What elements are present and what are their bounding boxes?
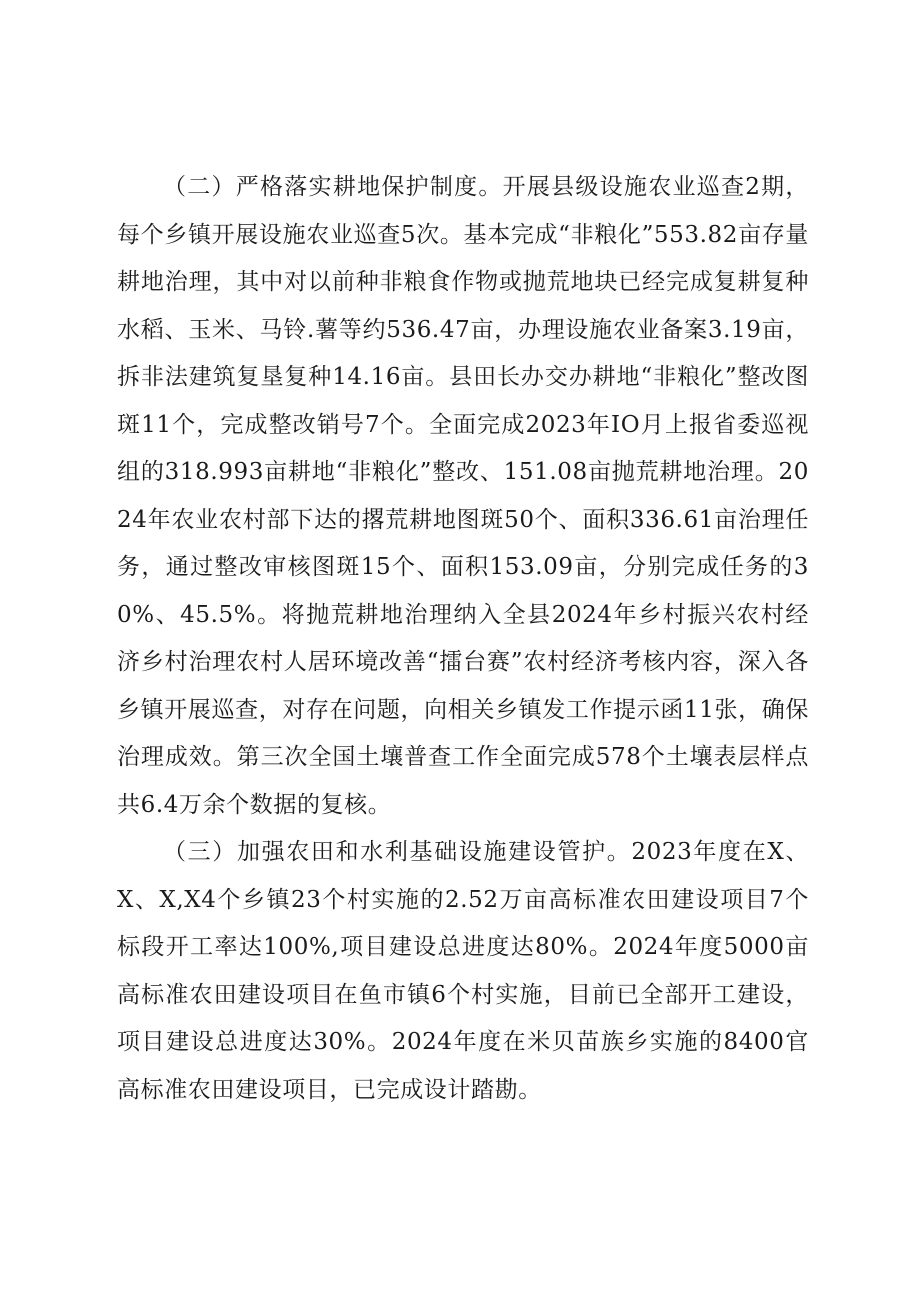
- paragraph-farmland-protection: （二）严格落实耕地保护制度。开展县级设施农业巡查2期，每个乡镇开展设施农业巡查5次。基本完成“非粮化”553.82亩存量耕地治理，其中对以前种非粮食作物或抛荒地块已经完成复耕复种水稻、玉米、马铃.薯等约536.47亩，办理设施农业备案3.19亩，拆非法建筑复垦复种14.16亩。县田长办交办耕地“非粮化”整改图斑11个，完成整改销号7个。全面完成2023年IO月上报省委巡视组的318.993亩耕地“非粮化”整改、151.08亩抛荒耕地治理。2024年农业农村部下达的撂荒耕地图斑50个、面积336.61亩治理任务，通过整改审核图斑15个、面积153.09亩，分别完成任务的30%、45.5%。将抛荒耕地治理纳入全县2024年乡村振兴农村经济乡村治理农村人居环境改善“擂台赛”农村经济考核内容，深入各乡镇开展巡查，对存在问题，向相关乡镇发工作提示函11张，确保治理成效。第三次全国土壤普查工作全面完成578个土壤表层样点共6.4万余个数据的复核。: [117, 174, 809, 818]
- document-body: [117, 164, 809, 1114]
- paragraph-infrastructure: （三）加强农田和水利基础设施建设管护。2023年度在X、X、X,X4个乡镇23个村实施的2.52万亩高标准农田建设项目7个标段开工率达100%,项目建设总进度达80%。2024年度5000亩高标准农田建设项目在鱼市镇6个村实施，目前已全部开工建设，项目建设总进度达30%。2024年度在米贝苗族乡实施的8400官高标准农田建设项目，已完成设计踏勘。: [117, 839, 809, 1103]
